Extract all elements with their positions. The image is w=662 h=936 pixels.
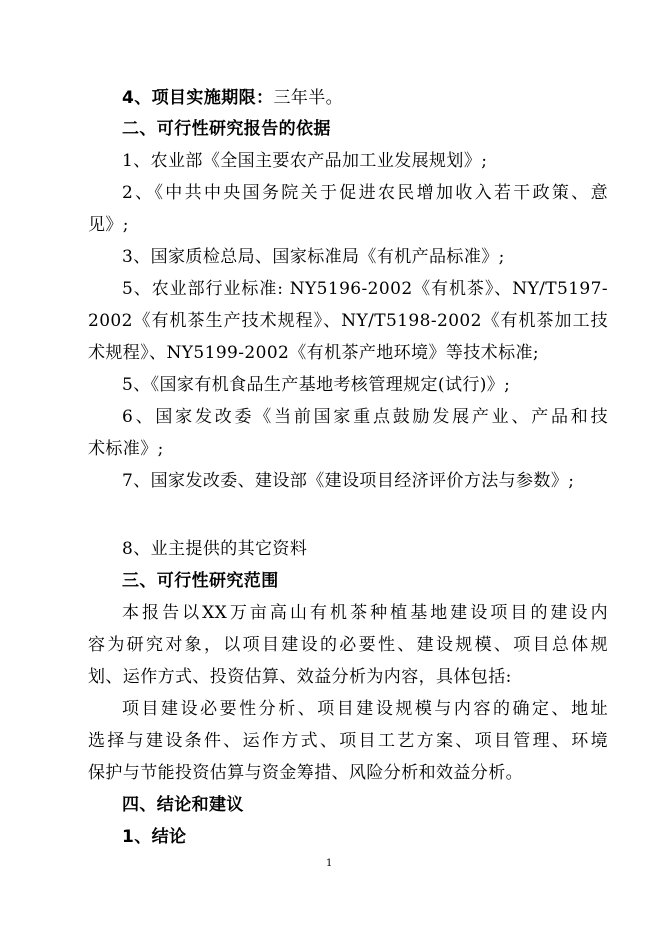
basis-item-8: 8、业主提供的其它资料 [122, 539, 308, 559]
scope-paragraph-line-2: 容为研究对象，以项目建设的必要性、建设规模、项目总体规 [88, 635, 608, 655]
subheading-conclusion: 1、结论 [122, 827, 187, 847]
basis-item-6-line-2: 术标准》; [88, 439, 164, 459]
basis-item-7: 7、国家发改委、建设部《建设项目经济评价方法与参数》; [122, 471, 575, 491]
implementation-period-line [122, 87, 343, 109]
scope-paragraph-line-3: 划、运作方式、投资估算、效益分析为内容，具体包括: [88, 667, 512, 687]
implementation-period-label: 4、项目实施期限： [122, 88, 274, 108]
basis-item-5-line-2: 2002《有机茶生产技术规程》、NY/T5198-2002《有机茶加工技 [88, 311, 608, 331]
scope-paragraph-line-1: 本报告以XX万亩高山有机茶种植基地建设项目的建设内 [122, 603, 608, 623]
basis-item-3: 3、国家质检总局、国家标准局《有机产品标准》; [122, 247, 505, 267]
basis-item-5-line-1: 5、农业部行业标准: NY5196-2002《有机茶》、NY/T5197- [122, 279, 608, 299]
page-number: 1 [326, 858, 333, 869]
scope-items-line-2: 选择与建设条件、运作方式、项目工艺方案、项目管理、环境 [88, 731, 608, 751]
basis-item-2-line-1: 2、《中共中央国务院关于促进农民增加收入若干政策、意 [122, 183, 608, 203]
basis-item-5b: 5、《国家有机食品生产基地考核管理规定(试行)》; [122, 375, 511, 395]
section-heading-scope: 三、可行性研究范围 [122, 571, 279, 591]
scope-items-line-1: 项目建设必要性分析、项目建设规模与内容的确定、地址 [122, 699, 608, 719]
basis-item-1: 1、农业部《全国主要农产品加工业发展规划》; [122, 151, 488, 171]
implementation-period-value: 三年半。 [273, 88, 344, 108]
section-heading-conclusion: 四、结论和建议 [122, 795, 244, 815]
section-heading-basis: 二、可行性研究报告的依据 [122, 119, 331, 139]
basis-item-2-line-2: 见》; [88, 215, 129, 235]
basis-item-6-line-1: 6、国家发改委《当前国家重点鼓励发展产业、产品和技 [122, 407, 608, 427]
scope-items-line-3: 保护与节能投资估算与资金筹措、风险分析和效益分析。 [88, 763, 523, 783]
basis-item-5-line-3: 术规程》、NY5199-2002《有机茶产地环境》等技术标准; [88, 343, 539, 363]
